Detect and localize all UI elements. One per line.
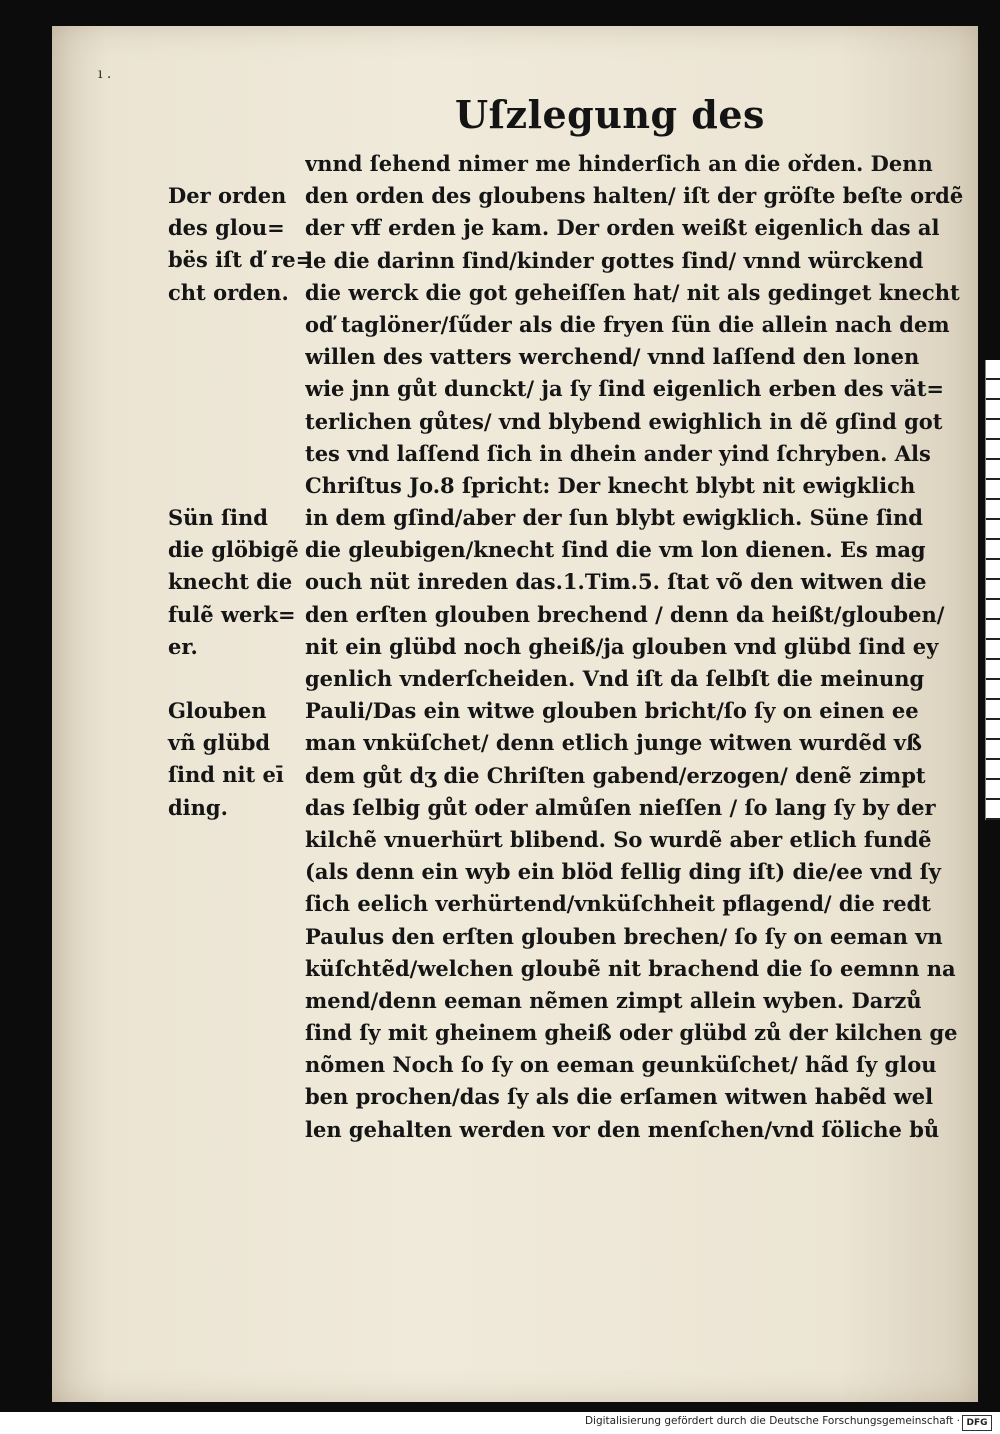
margin-note-line: Glouben bbox=[168, 698, 267, 723]
margin-note-der-orden bbox=[168, 180, 314, 309]
text-line: len gehalten werden vor den menſchen/vnd ſöliche bů bbox=[305, 1116, 940, 1142]
text-line: kilchẽ vnuerhürt blibend. So wurdẽ aber etlich fundẽ bbox=[305, 826, 932, 852]
margin-note-line: Der orden bbox=[168, 183, 287, 208]
margin-note-line: ding. bbox=[168, 794, 228, 820]
text-line: genlich vnderſcheiden. Vnd iſt da ſelbſt die meinung bbox=[305, 666, 925, 691]
text-line: tes vnd laſſend ſich in dhein ander yind ſchryben. Als bbox=[305, 440, 931, 466]
text-line: terlichen gůtes/ vnd blybend ewighlich in dẽ gſind got bbox=[305, 408, 943, 434]
text-line: Chriſtus Jo.8 ſpricht: Der knecht blybt nit ewigklich bbox=[305, 472, 916, 498]
text-line: wie jnn gůt dunckt/ ja ſy ſind eigenlich erben des vät= bbox=[305, 376, 945, 402]
margin-note-glouben bbox=[168, 695, 308, 824]
text-line: nit ein glübd noch gheiß/ja glouben vnd glübd ſind ey bbox=[305, 633, 939, 659]
text-line: in dem gſind/aber der ſun blybt ewigklich. Süne ſind bbox=[305, 505, 923, 531]
margin-note-line: Sün ſind bbox=[168, 505, 268, 530]
margin-note-line: knecht die bbox=[168, 569, 293, 595]
text-line: ben prochen/das ſy als die erſamen witwen habẽd wel bbox=[305, 1084, 934, 1110]
scan-ruler-strip bbox=[985, 360, 1000, 820]
margin-note-line: bës iſt ď re= bbox=[168, 247, 314, 273]
text-line: mend/denn eeman nẽmen zimpt allein wyben. Darzů bbox=[305, 987, 922, 1013]
text-line: die gleubigen/knecht ſind die vm lon dienen. Es mag bbox=[305, 537, 926, 563]
text-line: Pauli/Das ein witwe glouben bricht/ſo ſy on einen ee bbox=[305, 698, 919, 724]
footer-bar bbox=[0, 1412, 1000, 1434]
margin-note-line: des glou= bbox=[168, 215, 285, 241]
margin-note-line: cht orden. bbox=[168, 279, 289, 305]
text-line: ſind ſy mit gheinem gheiß oder glübd zů der kilchen ge bbox=[305, 1020, 958, 1046]
dfg-logo: DFG bbox=[962, 1415, 992, 1431]
margin-note-line: er. bbox=[168, 633, 198, 659]
text-line: das ſelbig gůt oder almůſen nieſſen / ſo lang ſy by der bbox=[305, 794, 936, 820]
margin-note-line: die glöbigẽ bbox=[168, 537, 299, 563]
text-line: vnnd ſehend nimer me hinderſich an die ořden. Denn bbox=[305, 151, 933, 176]
text-line: nõmen Noch ſo ſy on eeman geunküſchet/ hãd ſy glou bbox=[305, 1052, 937, 1078]
text-line: oď taglöner/ſűder als die fryen ſün die allein nach dem bbox=[305, 311, 950, 337]
page-mark: ı . bbox=[98, 66, 112, 82]
running-head: Uſzlegung des bbox=[455, 92, 765, 137]
text-line: le die darinn ſind/kinder gottes ſind/ vnnd würckend bbox=[305, 247, 924, 273]
text-line: den orden des gloubens halten/ iſt der gröſte beſte ordẽ bbox=[305, 183, 964, 209]
text-line: den erſten glouben brechend / denn da heißt/glouben/ bbox=[305, 601, 945, 627]
text-line: Paulus den erſten glouben brechen/ ſo ſy on eeman vn bbox=[305, 923, 943, 949]
margin-note-line: ſind nit eī bbox=[168, 762, 284, 788]
text-line: ouch nüt inreden das.1.Tim.5. ſtat võ den witwen die bbox=[305, 569, 927, 595]
main-text-block bbox=[305, 148, 970, 1146]
text-line: man vnküſchet/ denn etlich junge witwen wurdẽd vß bbox=[305, 730, 922, 756]
text-line: (als denn ein wyb ein blöd fellig ding iſt) die/ee vnd ſy bbox=[305, 859, 941, 885]
margin-note-line: vñ glübd bbox=[168, 730, 271, 756]
text-line: willen des vatters werchend/ vnnd laſſend den lonen bbox=[305, 344, 920, 370]
text-line: der vff erden je kam. Der orden weißt eigenlich das al bbox=[305, 215, 940, 241]
footer-credit: Digitalisierung gefördert durch die Deutsche Forschungsgemeinschaft · bbox=[584, 1415, 960, 1427]
margin-note-line: fulẽ werk= bbox=[168, 601, 296, 627]
text-line: dem gůt dʒ die Chriſten gabend/erzogen/ denẽ zimpt bbox=[305, 762, 926, 788]
margin-note-suen-sind bbox=[168, 502, 308, 663]
text-line: die werck die got geheiſſen hat/ nit als gedinget knecht bbox=[305, 279, 960, 305]
text-line: küſchtẽd/welchen gloubẽ nit brachend die ſo eemnn na bbox=[305, 955, 956, 981]
text-line: ſich eelich verhürtend/vnküſchheit pflagend/ die redt bbox=[305, 891, 932, 917]
